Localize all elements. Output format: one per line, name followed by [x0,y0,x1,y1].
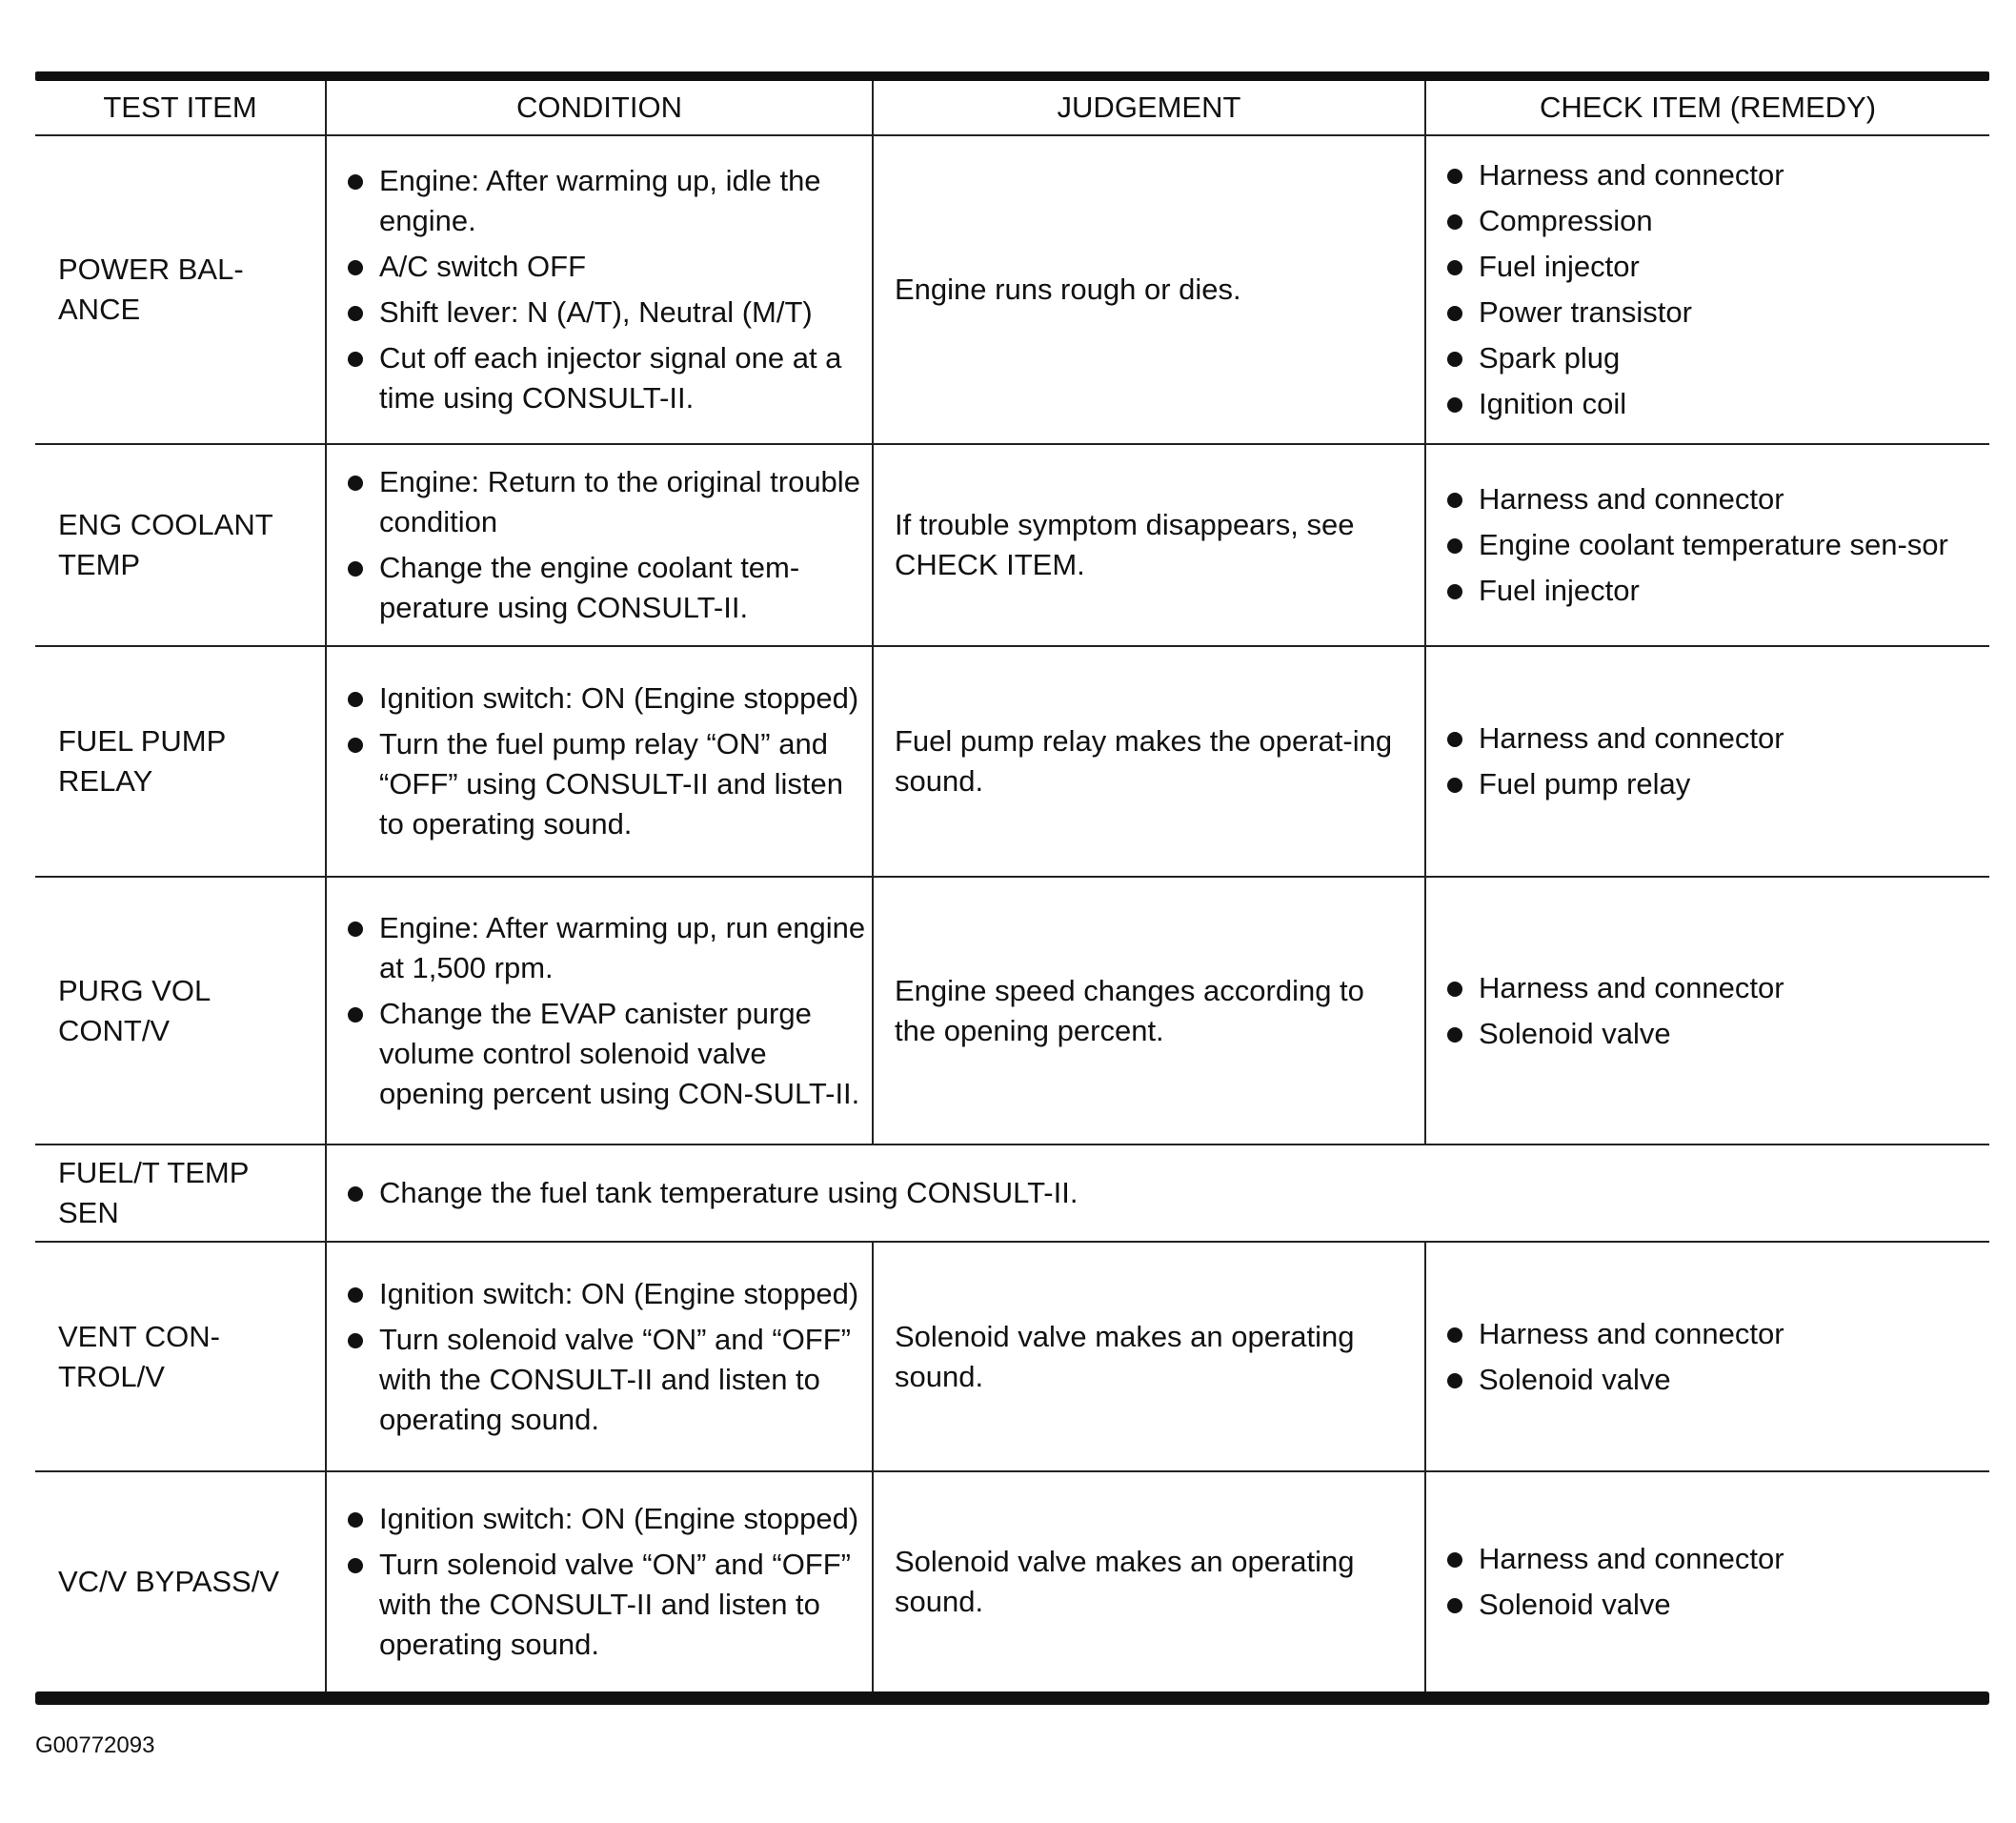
test-item-cell [35,1144,326,1242]
test-item-cell [35,646,326,877]
header-check-item: CHECK ITEM (REMEDY) [1425,81,1989,135]
condition-cell [326,646,873,877]
condition-cell [326,877,873,1144]
condition-item: Change the EVAP canister purge volume control solenoid valve opening percent using CON-SULT-II. [346,994,866,1114]
condition-list [346,1499,866,1665]
condition-item: Engine: After warming up, run engine at 1,500 rpm. [346,908,866,988]
header-condition: CONDITION [326,81,873,135]
test-item-line: ANCE [58,293,141,326]
condition-item: Engine: After warming up, idle the engine. [346,161,866,241]
bottom-rule [35,1691,1989,1705]
condition-list [346,462,866,628]
test-item-cell [35,1242,326,1471]
test-item-cell [35,444,326,646]
judgement-cell: Engine runs rough or dies. [873,135,1425,444]
check-item-cell [1425,444,1989,646]
condition-list [346,679,866,844]
check-item-list [1445,479,1982,611]
header-judgement: JUDGEMENT [873,81,1425,135]
check-item: Harness and connector [1445,479,1982,519]
condition-list [346,1173,1984,1213]
check-item-list [1445,155,1982,424]
check-item: Ignition coil [1445,384,1982,424]
table-row [35,135,1989,444]
condition-item: Ignition switch: ON (Engine stopped) [346,1499,866,1539]
condition-cell [326,135,873,444]
condition-cell [326,444,873,646]
test-item-line: ENG COOLANT [58,508,273,541]
top-rule [35,71,1989,81]
table-row [35,1242,1989,1471]
check-item: Fuel injector [1445,247,1982,287]
active-test-table [35,81,1989,1691]
check-item-list [1445,968,1982,1054]
test-item-line: TEMP [58,548,141,581]
table-row [35,646,1989,877]
check-item-list [1445,1314,1982,1400]
condition-cell-merged [326,1144,1989,1242]
check-item-cell [1425,646,1989,877]
condition-item: Turn the fuel pump relay “ON” and “OFF” using CONSULT-II and listen to operating sound. [346,724,866,844]
check-item-list [1445,719,1982,804]
test-item-cell [35,135,326,444]
condition-item: Turn solenoid valve “ON” and “OFF” with the CONSULT-II and listen to operating sound. [346,1320,866,1440]
check-item-cell [1425,877,1989,1144]
check-item: Fuel pump relay [1445,764,1982,804]
condition-item: Turn solenoid valve “ON” and “OFF” with the CONSULT-II and listen to operating sound. [346,1545,866,1665]
check-item: Harness and connector [1445,968,1982,1008]
test-item-cell [35,1471,326,1691]
judgement-cell: Solenoid valve makes an operating sound. [873,1242,1425,1471]
test-item-line: VENT CON- [58,1319,220,1353]
table-row [35,1471,1989,1691]
condition-list [346,1274,866,1440]
table-row [35,877,1989,1144]
condition-cell [326,1471,873,1691]
check-item: Solenoid valve [1445,1585,1982,1625]
test-item-line: PURG VOL [58,973,212,1007]
condition-item: Ignition switch: ON (Engine stopped) [346,1274,866,1314]
test-item-line: RELAY [58,764,153,798]
table-row [35,1144,1989,1242]
test-item-line: POWER BAL- [58,253,244,286]
test-item-line: SEN [58,1196,119,1229]
judgement-cell: If trouble symptom disappears, see CHECK ITEM. [873,444,1425,646]
header-row [35,81,1989,135]
test-item-cell [35,877,326,1144]
check-item-list [1445,1539,1982,1625]
condition-item: Change the fuel tank temperature using CONSULT-II. [346,1173,1984,1213]
check-item-cell [1425,1471,1989,1691]
header-test-item: TEST ITEM [35,81,326,135]
condition-cell [326,1242,873,1471]
condition-item: Shift lever: N (A/T), Neutral (M/T) [346,293,866,333]
condition-item: Change the engine coolant tem-perature using CONSULT-II. [346,548,866,628]
condition-item: Cut off each injector signal one at a time using CONSULT-II. [346,338,866,418]
condition-list [346,161,866,418]
check-item: Harness and connector [1445,1314,1982,1354]
condition-list [346,908,866,1114]
check-item: Solenoid valve [1445,1014,1982,1054]
check-item-cell [1425,135,1989,444]
test-item-line: VC/V BYPASS/V [58,1565,280,1598]
check-item: Power transistor [1445,293,1982,333]
test-item-line: FUEL/T TEMP [58,1156,250,1189]
check-item: Solenoid valve [1445,1360,1982,1400]
judgement-cell: Fuel pump relay makes the operat-ing sound. [873,646,1425,877]
condition-item: Ignition switch: ON (Engine stopped) [346,679,866,719]
check-item: Fuel injector [1445,571,1982,611]
test-item-line: CONT/V [58,1013,171,1047]
check-item: Harness and connector [1445,1539,1982,1579]
test-table-container [35,71,1989,1705]
judgement-cell: Solenoid valve makes an operating sound. [873,1471,1425,1691]
judgement-cell: Engine speed changes according to the opening percent. [873,877,1425,1144]
check-item: Engine coolant temperature sen-sor [1445,525,1982,565]
figure-id: G00772093 [35,1732,155,1758]
check-item-cell [1425,1242,1989,1471]
check-item: Compression [1445,201,1982,241]
condition-item: A/C switch OFF [346,247,866,287]
condition-item: Engine: Return to the original trouble condition [346,462,866,542]
table-row [35,444,1989,646]
test-item-line: TROL/V [58,1359,165,1393]
check-item: Harness and connector [1445,719,1982,759]
test-item-line: FUEL PUMP [58,724,227,758]
check-item: Spark plug [1445,338,1982,378]
check-item: Harness and connector [1445,155,1982,195]
